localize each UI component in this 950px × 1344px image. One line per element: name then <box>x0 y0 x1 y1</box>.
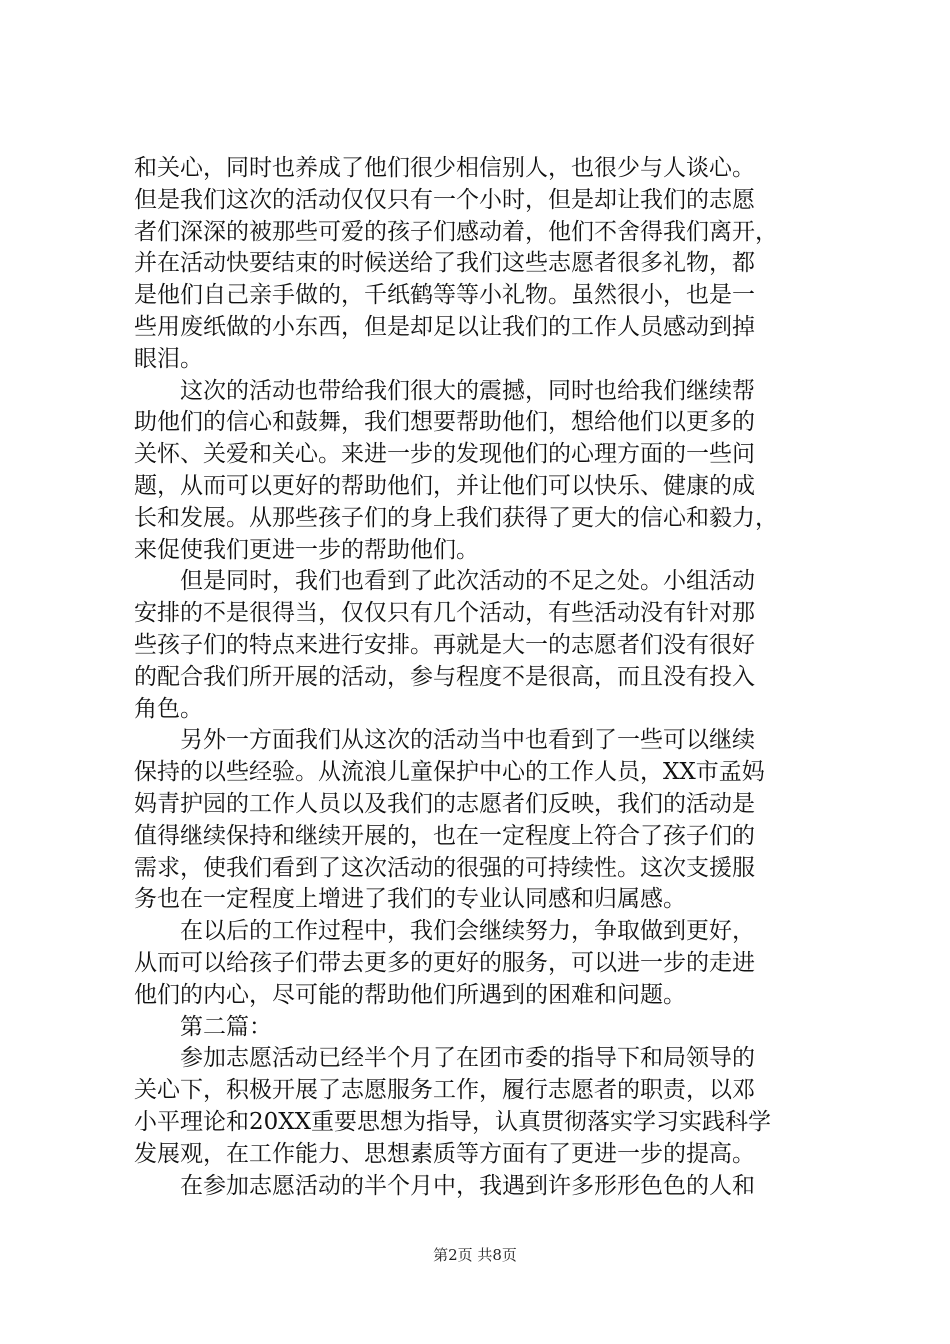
text-line: 眼泪。 <box>134 345 203 372</box>
text-line: 的配合我们所开展的活动，参与程度不是很高，而且没有投入 <box>134 663 755 690</box>
text-line: 但是同时，我们也看到了此次活动的不足之处。小组活动 <box>134 568 755 595</box>
text-line: 他们的内心，尽可能的帮助他们所遇到的困难和问题。 <box>134 981 686 1008</box>
text-line: 和关心，同时也养成了他们很少相信别人，也很少与人谈心。 <box>134 155 755 181</box>
text-line: 务也在一定程度上增进了我们的专业认同感和归属感。 <box>134 886 686 913</box>
text-line: 是他们自己亲手做的，千纸鹤等等小礼物。虽然很小，也是一 <box>134 282 755 309</box>
text-line: 来促使我们更进一步的帮助他们。 <box>134 536 479 563</box>
text-line: 题，从而可以更好的帮助他们，并让他们可以快乐、健康的成 <box>134 472 755 499</box>
text-line: 这次的活动也带给我们很大的震撼，同时也给我们继续帮 <box>134 377 755 404</box>
text-line: 第二篇： <box>134 1013 272 1040</box>
body-text <box>134 153 834 1202</box>
text-line: 些用废纸做的小东西，但是却足以让我们的工作人员感动到掉 <box>134 313 755 340</box>
text-line: 在参加志愿活动的半个月中，我遇到许多形形色色的人和 <box>134 1172 755 1199</box>
text-line: 参加志愿活动已经半个月了在团市委的指导下和局领导的 <box>134 1045 755 1072</box>
text-line: 长和发展。从那些孩子们的身上我们获得了更大的信心和毅力， <box>134 504 778 531</box>
text-line: 些孩子们的特点来进行安排。再就是大一的志愿者们没有很好 <box>134 631 755 658</box>
text-line: 在以后的工作过程中，我们会继续努力，争取做到更好， <box>134 918 755 945</box>
text-line: 小平理论和20XX重要思想为指导，认真贯彻落实学习实践科学 <box>134 1108 772 1135</box>
text-line: 从而可以给孩子们带去更多的更好的服务，可以进一步的走进 <box>134 949 755 976</box>
text-line: 助他们的信心和鼓舞，我们想要帮助他们，想给他们以更多的 <box>134 409 755 436</box>
text-line: 但是我们这次的活动仅仅只有一个小时，但是却让我们的志愿 <box>134 186 755 213</box>
text-line: 保持的以些经验。从流浪儿童保护中心的工作人员，XX市孟妈 <box>134 759 765 786</box>
text-line: 需求，使我们看到了这次活动的很强的可持续性。这次支援服 <box>134 854 755 881</box>
page-footer: 第2页 共8页 <box>433 1246 517 1264</box>
text-line: 另外一方面我们从这次的活动当中也看到了一些可以继续 <box>134 727 755 754</box>
text-line: 值得继续保持和继续开展的，也在一定程度上符合了孩子们的 <box>134 822 755 849</box>
text-line: 安排的不是很得当，仅仅只有几个活动，有些活动没有针对那 <box>134 600 755 627</box>
text-line: 发展观，在工作能力、思想素质等方面有了更进一步的提高。 <box>134 1140 755 1167</box>
text-line: 者们深深的被那些可爱的孩子们感动着，他们不舍得我们离开， <box>134 218 778 245</box>
text-line: 关怀、关爱和关心。来进一步的发现他们的心理方面的一些问 <box>134 441 755 468</box>
text-line: 关心下，积极开展了志愿服务工作，履行志愿者的职责，以邓 <box>134 1077 755 1104</box>
text-line: 妈青护园的工作人员以及我们的志愿者们反映，我们的活动是 <box>134 790 755 817</box>
text-line: 角色。 <box>134 695 203 722</box>
text-line: 并在活动快要结束的时候送给了我们这些志愿者很多礼物，都 <box>134 250 755 277</box>
